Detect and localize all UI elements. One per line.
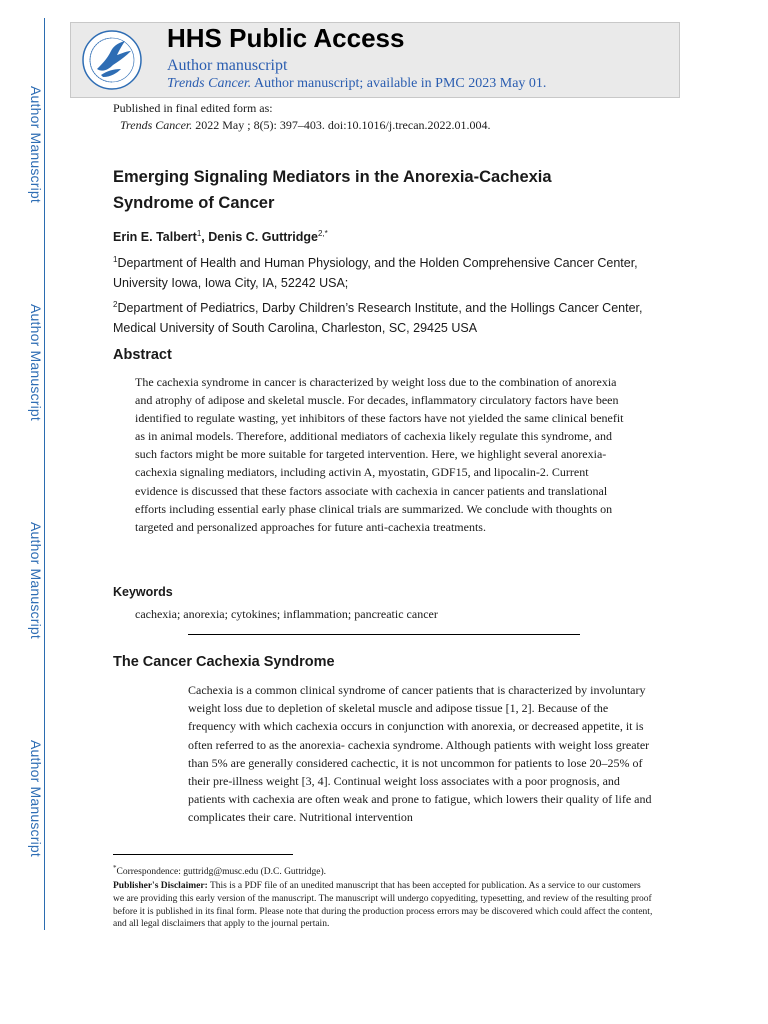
hhs-public-access-banner [70,22,680,98]
side-rule [44,18,45,930]
footnote-divider [113,854,293,855]
published-label: Published in final edited form as: [113,101,273,115]
hhs-eagle-seal-icon [81,29,143,91]
author-list [113,229,328,244]
correspondence-footnote [113,864,326,877]
published-citation-details: 2022 May ; 8(5): 397–403. doi:10.1016/j.trecan.2022.01.004. [192,118,491,132]
disclaimer-label: Publisher's Disclaimer: [113,881,208,891]
author-name: Denis C. Guttridge [208,230,318,245]
side-label-author-manuscript: Author Manuscript [28,740,44,858]
section-heading: The Cancer Cachexia Syndrome [113,654,335,670]
banner-journal-line [167,76,546,92]
section-divider [188,634,580,635]
side-label-author-manuscript: Author Manuscript [28,304,44,422]
keywords-heading: Keywords [113,585,173,599]
banner-subtitle: Author manuscript [167,57,288,74]
affiliation [113,295,673,338]
published-in [113,100,491,134]
side-label-author-manuscript: Author Manuscript [28,86,44,204]
author-affiliation-mark: 2,* [317,229,328,238]
affiliation-text: Department of Pediatrics, Darby Children’s Research Institute, and the Hollings Cancer Center, Medical University of South Carolina, Charleston, SC, 29425 USA [113,301,643,336]
author-name: Erin E. Talbert [113,230,197,245]
publisher-disclaimer [113,880,653,931]
affiliation-text: Department of Health and Human Physiology, and the Holden Comprehensive Cancer Center, University Iowa, Iowa City, IA, 52242 USA; [113,256,638,291]
correspondence-mark: * [113,864,117,872]
article-title: Emerging Signaling Mediators in the Anorexia-Cachexia Syndrome of Cancer [113,168,552,212]
author-separator: , [201,230,209,245]
banner-journal-name: Trends Cancer. [167,76,252,91]
published-citation [113,117,491,134]
correspondence-text: Correspondence: guttridg@musc.edu (D.C. Guttridge). [116,867,327,878]
affiliation [113,250,673,293]
affiliation-mark: 2 [113,300,118,309]
published-journal: Trends Cancer. [120,118,193,132]
side-label-author-manuscript: Author Manuscript [28,522,44,640]
banner-title: HHS Public Access [167,23,405,53]
disclaimer-text: This is a PDF file of an unedited manuscript that has been accepted for publication. As a service to our customers we are providing this early version of the manuscript. The manuscript will undergo copyediting, typesetting, and review of the resulting proof before it is published in its final form. Please note that during the production process errors may be discovered which could affect the content, and all legal disclaimers that apply to the journal pertain. [113,881,653,930]
abstract-text: The cachexia syndrome in cancer is characterized by weight loss due to the combination of anorexia and atrophy of adipose and skeletal muscle. For decades, inflammatory circulatory factors have been identified to regulate wasting, yet inhibitors of these factors have not yielded the same clinical benefit as in animal models. Therefore, additional mediators of cachexia likely regulate this syndrome, and such factors might be more suitable for targeted intervention. Here, we highlight several anorexia-cachexia signaling mediators, including activin A, myostatin, GDF15, and lipocalin-2. Current evidence is discussed that these factors associate with cachexia in cancer patients and translational efforts including essential early phase clinical trials are summarized. We conclude with thoughts on targeted and personalized approaches for future anti-cachexia treatments. [135,375,624,534]
section-body-text: Cachexia is a common clinical syndrome of cancer patients that is characterized by involuntary weight loss due to depletion of skeletal muscle and adipose tissue [1, 2]. Because of the frequency with which cachexia occurs in conjunction with anorexia, or decreased appetite, it is often referred to as the anorexia- cachexia syndrome. Although patients with weight loss greater than 5% are generally considered cachectic, it is not uncommon for patients to lose 20–25% of their pre-illness weight [3, 4]. Continual weight loss associates with a poor prognosis, and patients with cachexia are often weak and prone to fatigue, which lowers their quality of life and complicates their care. Nutritional intervention [188,683,652,825]
author-affiliation-mark: 1 [196,229,202,238]
keywords-text: cachexia; anorexia; cytokines; inflammation; pancreatic cancer [135,607,438,621]
abstract-heading: Abstract [113,347,172,363]
affiliation-mark: 1 [113,255,118,264]
banner-availability: Author manuscript; available in PMC 2023 May 01. [251,76,547,91]
